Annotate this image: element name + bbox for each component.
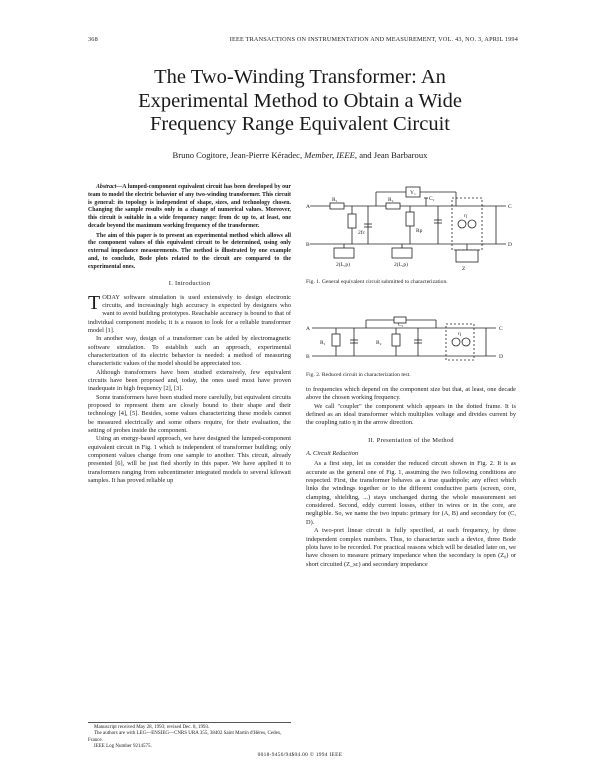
footnote-ieee-log: IEEE Log Number 9214575. bbox=[94, 744, 152, 750]
footnote bbox=[88, 722, 291, 751]
terminal-label: D bbox=[499, 354, 503, 360]
figure-1-circuit bbox=[306, 184, 516, 276]
body-paragraph: to frequencies which depend on the component size but that, at least, one decade above the chosen working frequency. bbox=[306, 386, 516, 402]
running-header bbox=[88, 36, 518, 48]
component-label: R₂ bbox=[376, 340, 382, 346]
figure-1-caption: Fig. 1. General equivalent circuit submitted to characterization. bbox=[306, 279, 448, 285]
body-paragraph: Some transformers have been studied more carefully, but equivalent circuits proposed to represent them are closely bound to their shape and their technology [4], [5]. Besides, some values characterizing these models cannot be measured electrically and some others require, for their evaluation, the setting of probes inside the component. bbox=[88, 393, 291, 435]
paper-title bbox=[60, 66, 540, 137]
terminal-label: B bbox=[306, 242, 310, 248]
footnote-affiliation: The authors are with LEG—ENSIEG—CNRS URA 355, 38402 Saint Martin d'Hères, Cedex, France. bbox=[88, 731, 282, 743]
subsection-title: A. Circuit Reduction bbox=[306, 450, 359, 458]
title-line: Experimental Method to Obtain a Wide bbox=[138, 89, 462, 112]
component-label: Rp bbox=[416, 228, 423, 234]
section-title: I. Introduction bbox=[168, 280, 211, 288]
right-column bbox=[306, 386, 516, 569]
component-label: η bbox=[464, 213, 467, 219]
page-number: 368 bbox=[88, 36, 98, 43]
body-paragraph: Using an energy-based approach, we have designed the lumped-component equivalent circuit in Fig. 1 which is independent of transformer building; only component values change from one sample to another. This circuit, already presented [6], will be just fied shortly in this paper. We have applied it to transformers ranging from subcentimeter integrated models to several kilowatt samples. It has proved reliable up bbox=[88, 435, 291, 485]
footnote-received: Manuscript received May 28, 1993; revised Dec. 8, 1993. bbox=[94, 725, 210, 730]
terminal-label: B bbox=[306, 354, 310, 360]
component-label: R₁ bbox=[332, 197, 338, 203]
body-paragraph: TODAY software simulation is used extensively to design electronic circuits, and increasingly high accuracy is expected by designers who want to avoid building prototypes. Reachable accuracy is bound to that of individual component models; it is a reason to look for a reliable transformer model [1]. bbox=[88, 291, 291, 334]
component-label: 2(L,p) bbox=[394, 262, 408, 268]
section-title: II. Presentation of the Method bbox=[368, 436, 454, 444]
title-line: Frequency Range Equivalent Circuit bbox=[149, 113, 450, 135]
terminal-label: A bbox=[306, 326, 310, 332]
terminal-label: C bbox=[508, 204, 512, 210]
body-paragraph: As a first step, let us consider the reduced circuit shown in Fig. 2. It is as accurate as the general one of Fig. 1, assuming the two following conditions are respected. First, the transformer behaves as a true quadripole; any effect which links the windings together or to the different conductive parts (screen, core, clamping, shielding, ...) stays unchanged during the whole measurement set considered. Second, eddy current losses, either in wires or in the core, are negligible. So, we name the two inputs: primary for (A, B) and secondary for (C, D). bbox=[306, 460, 516, 526]
component-label: η bbox=[458, 331, 461, 337]
author-line bbox=[60, 150, 540, 160]
component-label: C₁ bbox=[429, 196, 435, 202]
drop-cap: T bbox=[88, 291, 101, 314]
component-label: 2fc bbox=[358, 230, 366, 236]
abstract-paragraph: Abstract—A lumped-component equivalent circuit has been developed by our team to model the electric behavior of any two-winding transformer. This circuit is general: its topology is independent of shape, sizes, and technology chosen. Changing the sample results only in a change of numerical values. Moreover, this circuit is suitable in a wide frequency range: from dc up to, at least, one decade beyond the maximum working frequency of the transformer. bbox=[88, 184, 291, 229]
component-label: Y₁ bbox=[410, 190, 416, 196]
left-column bbox=[88, 184, 291, 486]
terminal-label: C bbox=[499, 326, 503, 332]
abstract-heading: Abstract— bbox=[96, 184, 123, 190]
author-membership: Member, IEEE, bbox=[304, 150, 358, 160]
component-label: Z bbox=[462, 266, 466, 272]
figure-2-caption: Fig. 2. Reduced circuit in characterization test. bbox=[306, 372, 411, 378]
figure-2-circuit bbox=[306, 316, 516, 370]
author-names: Bruno Cogitore, Jean-Pierre Kéradec, bbox=[172, 150, 303, 160]
body-paragraph: In another way, design of a transformer can be aided by electromagnetic software simulation. To establish such an approach, experimental characterization of its electric behavior is needed: a method of measuring characteristic values of the model should be appreciated too. bbox=[88, 335, 291, 368]
journal-name: IEEE TRANSACTIONS ON INSTRUMENTATION AND MEASUREMENT, VOL. 43, NO. 3, APRIL 1994 bbox=[229, 36, 518, 43]
author-names: and Jean Barbaroux bbox=[359, 150, 428, 160]
abstract-paragraph: The aim of this paper is to present an experimental method which allows all the component values of this equivalent circuit to be determined, using only external impedance measurements. The method is illustrated by one example and, to conclude, Bode plots related to the circuit are compared to the experimental ones. bbox=[88, 232, 291, 270]
abstract bbox=[88, 184, 291, 271]
component-label: R₁ bbox=[320, 340, 326, 346]
body-paragraph: Although transformers have been studied extensively, few equivalent circuits have been proposed and, today, the ones used most have proven inadequate in high frequency [2], [3]. bbox=[88, 368, 291, 393]
terminal-label: A bbox=[306, 204, 310, 210]
body-paragraph: A two-port linear circuit is fully specified, at each frequency, by three independent complex numbers. Thus, to characterize such a device, three Bode plots have to be recorded. For practical reasons which will be detailed later on, we have chosen to measure primary impedance when the secondary is open (Z₀) or short circuited (Z_sc) and secondary impedance bbox=[306, 527, 516, 568]
title-line: The Two-Winding Transformer: An bbox=[154, 66, 446, 88]
terminal-label: D bbox=[508, 242, 512, 248]
component-label: 2(L,p) bbox=[336, 262, 350, 268]
component-label: R₂ bbox=[388, 197, 394, 203]
body-paragraph: We call "coupler" the component which appears in the dotted frame. It is defined as an ideal transformer which multiplies voltage and divides current by the coupling ratio η in the arrow direction. bbox=[306, 402, 516, 427]
component-label: C₁ bbox=[398, 322, 404, 328]
copyright-code: 0018-9456/94$04.00 © 1994 IEEE bbox=[257, 752, 343, 758]
